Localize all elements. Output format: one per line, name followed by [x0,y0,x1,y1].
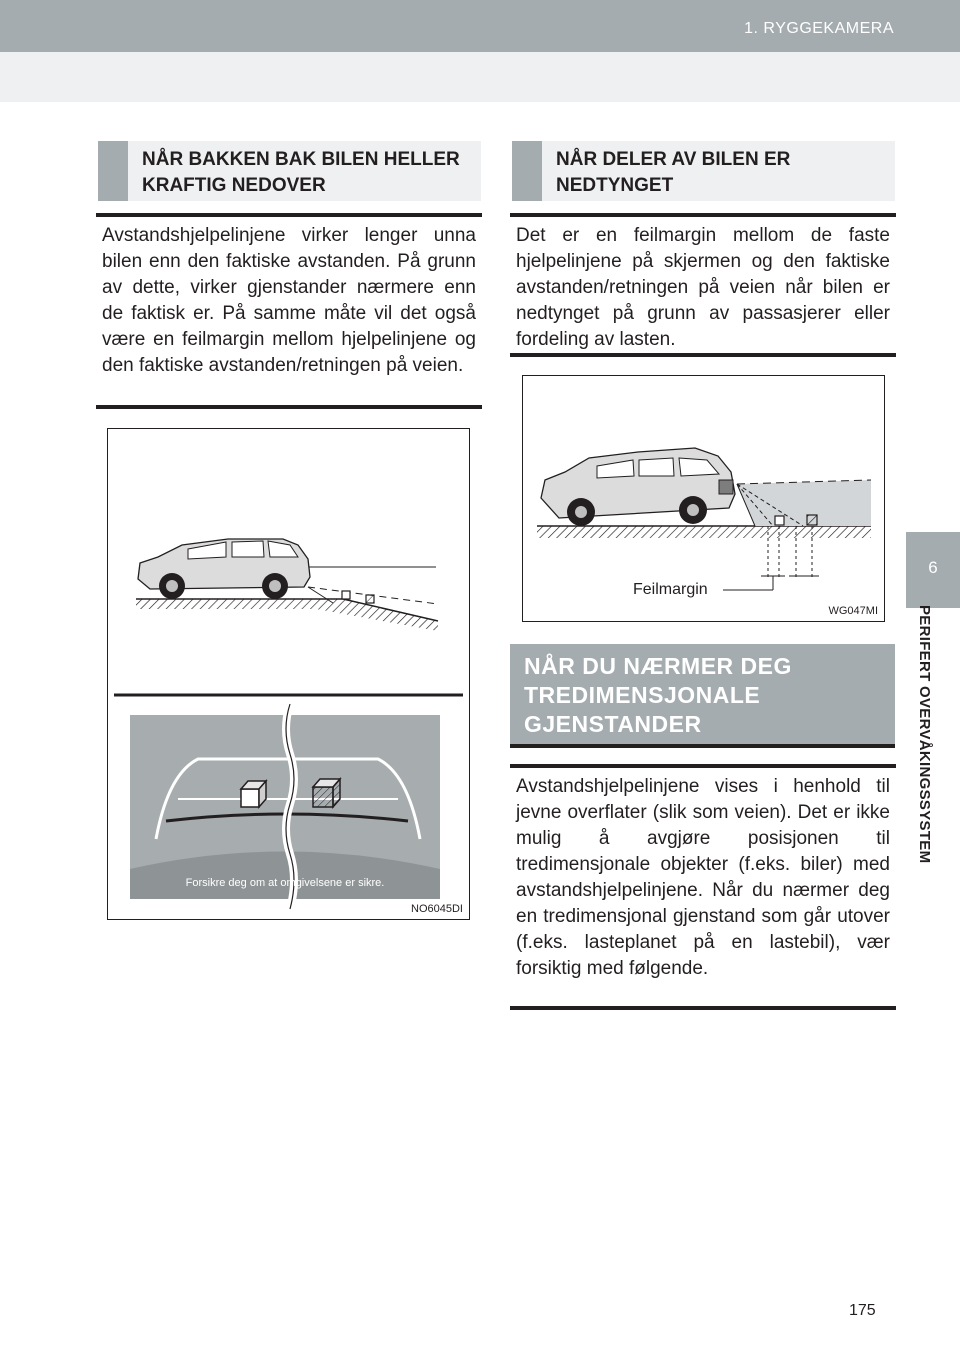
section-body-load-text: Det er en feilmargin mellom de faste hjelpelinjene på skjermen og den faktiske avstanden/retningen på veien når bilen er nedtynget på grunn av passasjerer eller fordeling av lasten. [516,225,890,350]
screen-box-hatched [313,779,340,807]
figure-slope-illustration [108,429,469,919]
chapter-side-label-text: PERIFERT OVERVÅKINGSSYSTEM [916,605,933,864]
slope-hatch [316,599,438,631]
object-box-hatched [807,515,817,525]
object-box [775,516,784,525]
feilmargin-label: Feilmargin [633,581,708,598]
ground-hatch [537,526,871,538]
screen-box [241,781,266,807]
chapter-tab-number: 6 [928,558,938,577]
section-body-slope-text: Avstandshjelpelinjene virker lenger unna bilen enn den faktiske avstanden. På grunn av dette, virker gjenstander nærmere enn de faktisk er. På samme måte vil det også være en feilmargin mellom hjelpelinjene og den faktiske avstanden/retningen på veien. [102,225,476,376]
header-band [0,0,960,52]
figure-slope-code: NO6045DI [411,903,463,915]
figure-load-illustration [523,376,884,621]
chapter-tab [906,532,960,608]
section-body-slope [96,213,482,409]
heading-accent [512,141,542,201]
figure-load [522,375,885,622]
figure-slope [107,428,470,920]
header-subband [0,52,960,102]
section-heading-load [512,141,895,201]
section-heading-3d-text: NÅR DU NÆRMER DEG TREDIMENSJONALE GJENSTANDER [524,653,792,737]
section-heading-3d [510,644,895,748]
section-body-3d-text: Avstandshjelpelinjene vises i henhold til jevne overflater (slik som veien). Det er ikke mulig å avgjøre posisjonen til tredimensjonale objekter (f.eks. biler) med avstandshjelpelinjene. Når du nærmer deg en tredimensjonal gjenstand som går utover (f.eks. lasteplanet på en lastebil), vær forsiktig med følgende. [516,776,890,979]
ground-hatch [136,599,316,609]
screen-caption: Forsikre deg om at omgivelsene er sikre. [185,877,385,889]
section-heading-slope [98,141,481,201]
section-heading-load-text: NÅR DELER AV BILEN ER NEDTYNGET [556,149,791,196]
figure-load-code: WG047MI [828,605,878,617]
heading-accent [98,141,128,201]
chapter-title: 1. RYGGEKAMERA [744,20,894,37]
load-box [719,480,733,494]
chapter-side-label [916,605,947,911]
section-body-3d [510,764,896,1010]
section-body-load [510,213,896,357]
object-box-hatched [366,595,374,603]
section-heading-slope-text: NÅR BAKKEN BAK BILEN HELLER KRAFTIG NEDOVER [142,149,460,196]
object-box [342,591,350,599]
page-number: 175 [849,1302,876,1319]
